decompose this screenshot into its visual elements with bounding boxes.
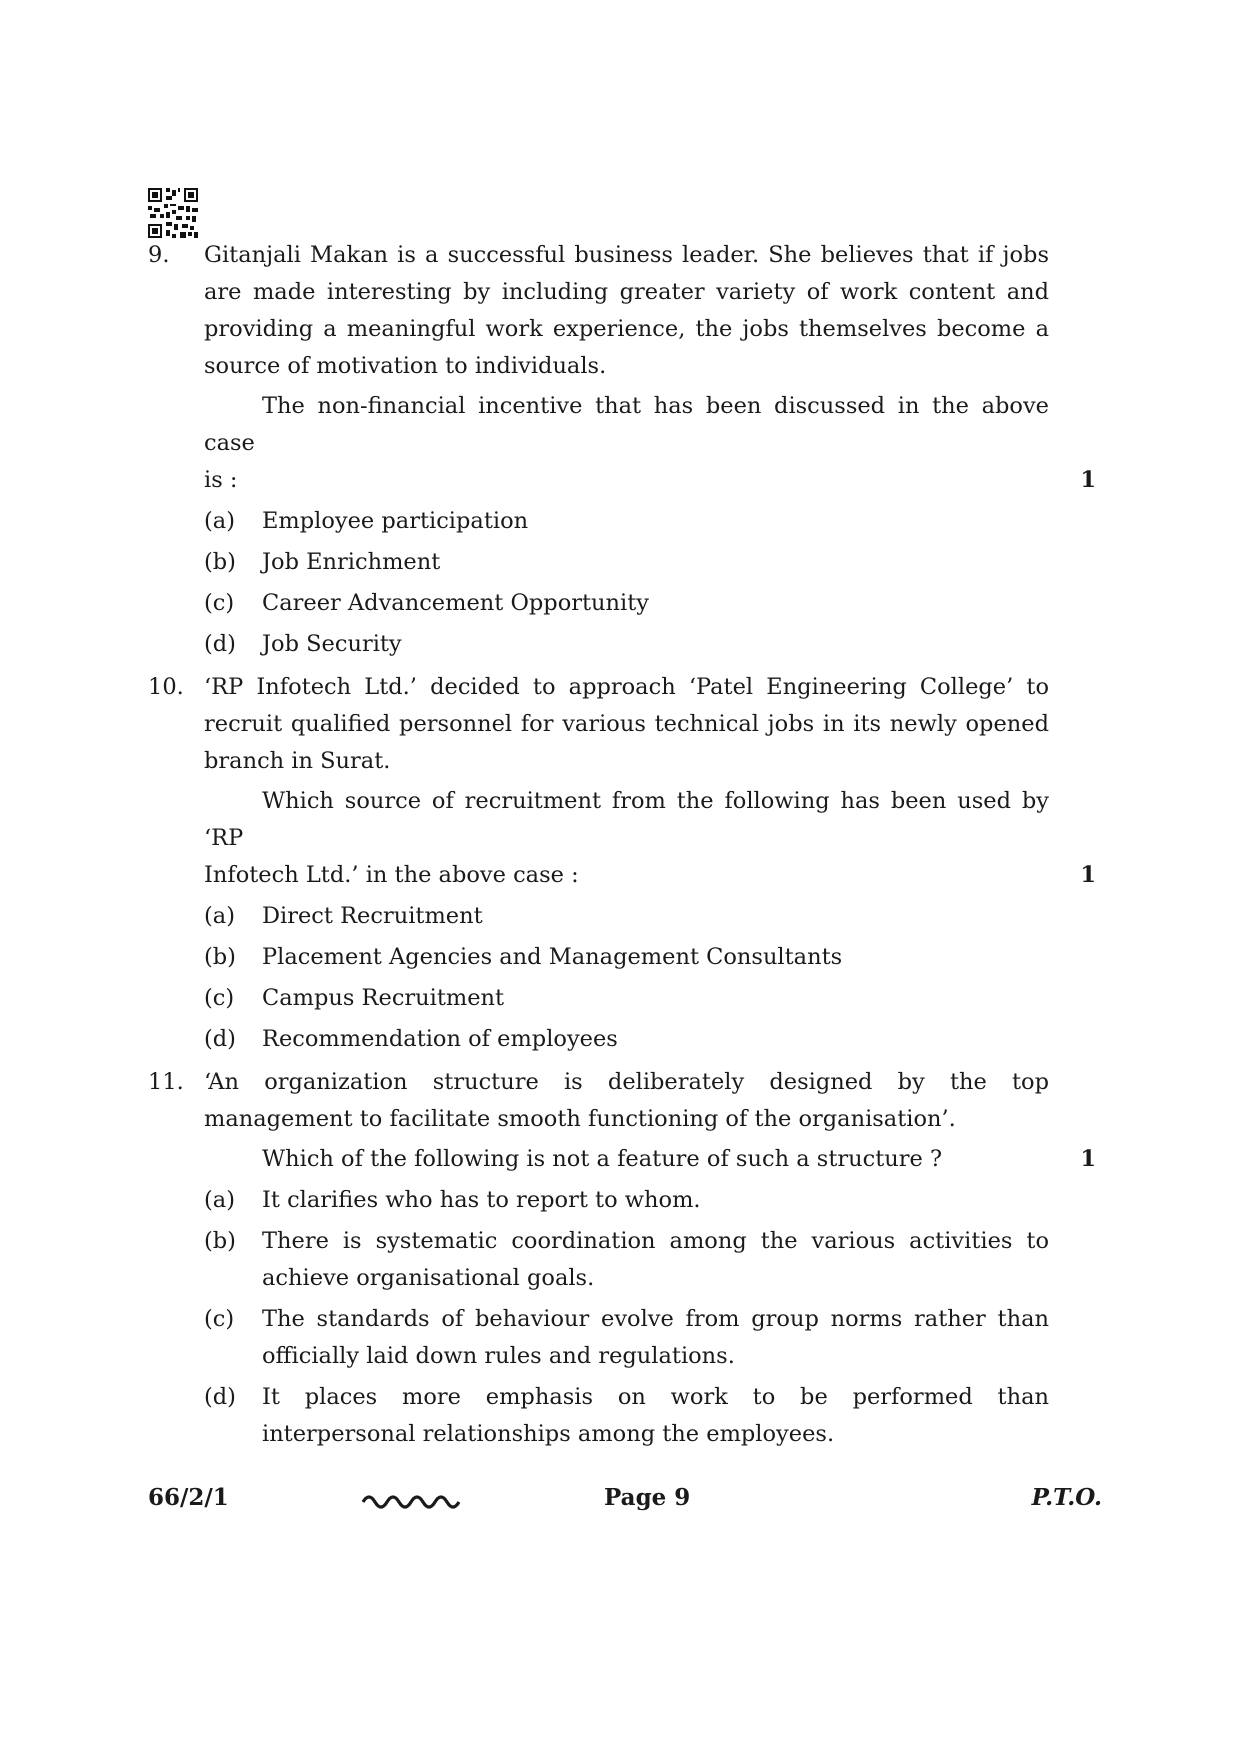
question-11	[148, 1064, 1148, 1453]
question-stem-lead: The non-financial incentive that has been discussed in the above case	[204, 393, 1049, 456]
option-c: (c) Campus Recruitment	[204, 985, 505, 1011]
option-list	[204, 1182, 1049, 1453]
option-c: (c) Career Advancement Opportunity	[204, 590, 649, 616]
question-stem-lead: Which of the following is not a feature of such a structure ?	[262, 1146, 943, 1172]
paper-code: 66/2/1	[148, 1484, 229, 1511]
question-text: Gitanjali Makan is a successful business leader. She believes that if jobs are made interesting by including greater variety of work content and providing a meaningful work experience, the jobs themselves become a source of motivation to individuals.	[204, 242, 1049, 379]
marks-label: 1	[1080, 862, 1096, 888]
option-a: (a) Direct Recruitment	[204, 903, 483, 929]
option-b: (b) There is systematic coordination among the various activities to achieve organisational goals.	[204, 1228, 1049, 1291]
option-list	[204, 898, 1049, 1058]
question-text-line-2: management to facilitate smooth functioning of the organisation’.	[204, 1106, 956, 1132]
option-c: (c) The standards of behaviour evolve from group norms rather than officially laid down rules and regulations.	[204, 1306, 1049, 1369]
option-a: (a) It clarifies who has to report to whom.	[204, 1187, 701, 1213]
question-stem	[204, 388, 1096, 499]
question-stem-lead: Which source of recruitment from the following has been used by ‘RP	[204, 788, 1049, 851]
pto-label: P.T.O.	[1031, 1484, 1102, 1511]
option-d: (d) Job Security	[204, 631, 402, 657]
option-d: (d) It places more emphasis on work to be performed than interpersonal relationships among the employees.	[204, 1384, 1049, 1447]
question-stem-rest: Infotech Ltd.’ in the above case :	[204, 862, 579, 888]
question-10	[148, 669, 1148, 1058]
page-number: Page 9	[604, 1484, 691, 1511]
question-number: 10.	[148, 674, 184, 700]
option-b: (b) Job Enrichment	[204, 549, 441, 575]
question-text: ‘RP Infotech Ltd.’ decided to approach ‘Patel Engineering College’ to recruit qualified personnel for various technical jobs in its newly opened branch in Surat.	[204, 674, 1049, 774]
question-stem	[204, 1141, 1096, 1178]
option-d: (d) Recommendation of employees	[204, 1026, 618, 1052]
question-number: 11.	[148, 1069, 184, 1095]
page-footer	[148, 1484, 1102, 1524]
question-number: 9.	[148, 242, 170, 268]
qr-code-icon	[148, 188, 198, 238]
question-9	[148, 237, 1148, 663]
marks-label: 1	[1080, 1146, 1096, 1172]
question-text-line-1: ‘An organization structure is deliberately designed by the top	[204, 1069, 1049, 1095]
wave-ornament-icon	[361, 1488, 461, 1512]
option-a: (a) Employee participation	[204, 508, 529, 534]
option-list	[204, 503, 1049, 663]
marks-label: 1	[1080, 467, 1096, 493]
option-b: (b) Placement Agencies and Management Consultants	[204, 944, 843, 970]
question-stem-rest: is :	[204, 467, 238, 493]
question-stem	[204, 783, 1096, 894]
